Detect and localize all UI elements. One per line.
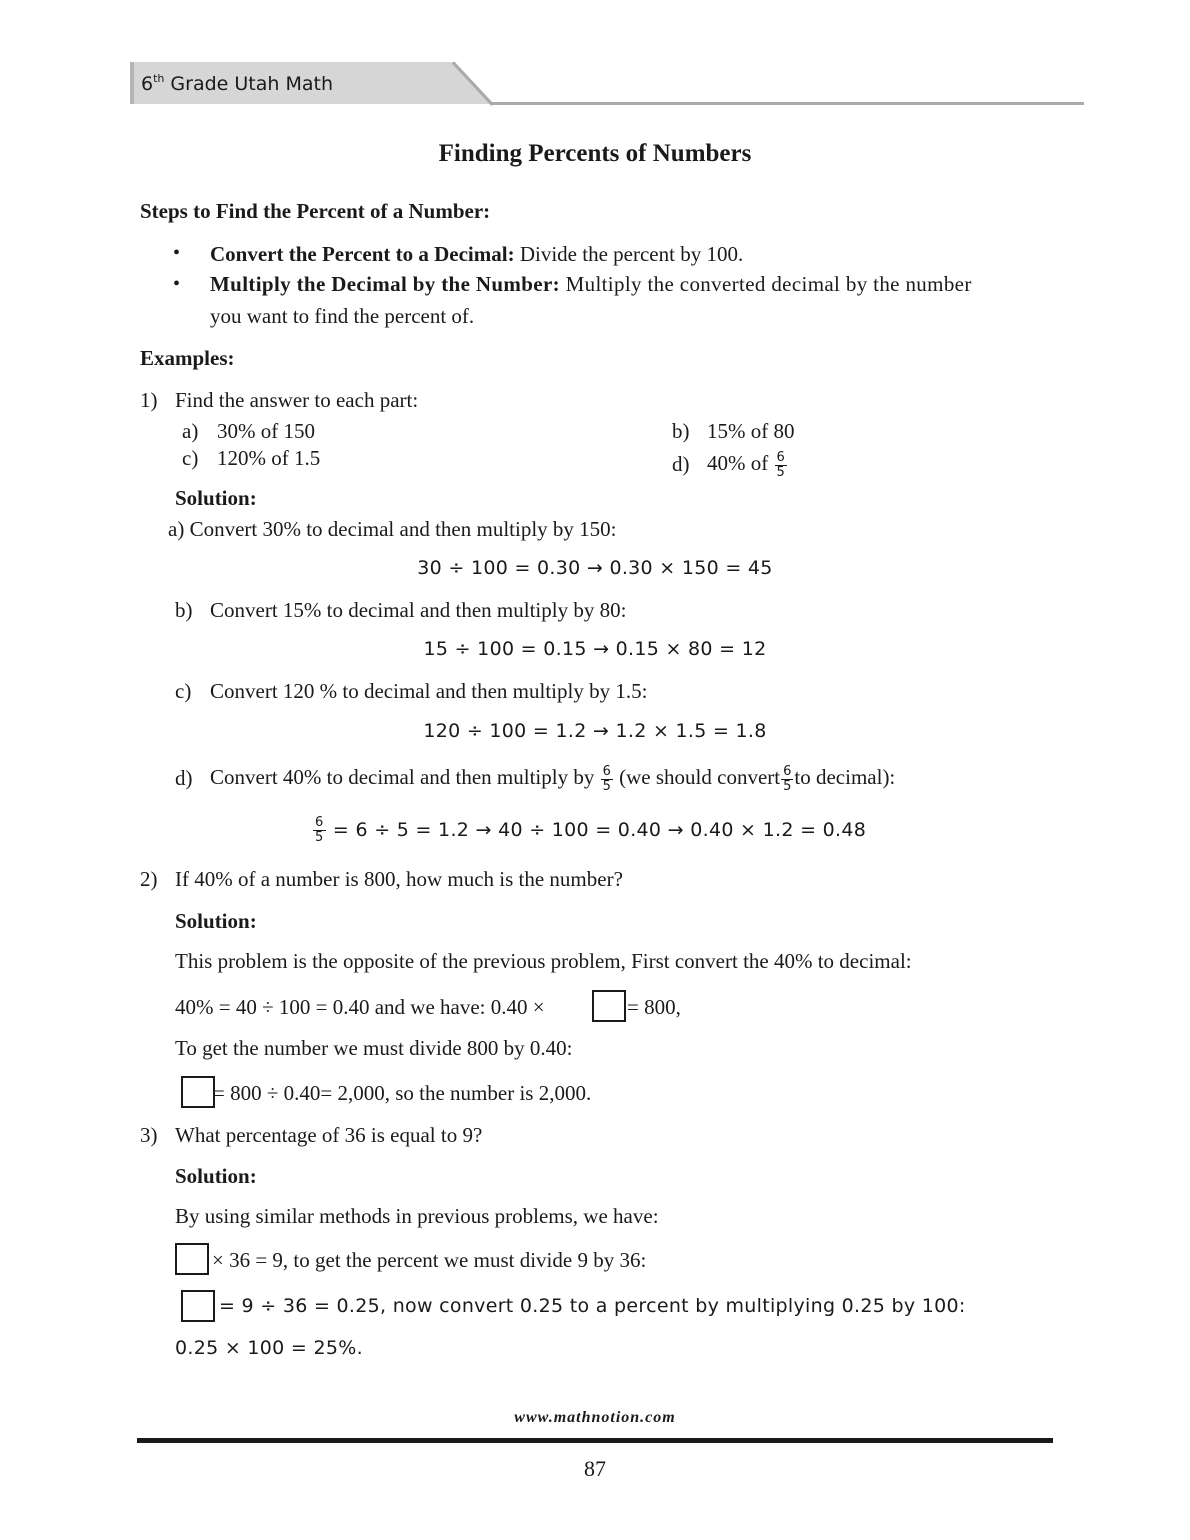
- solution-line: = 9 ÷ 36 = 0.25, now convert 0.25 to a percent by multiplying 0.25 by 100:: [219, 1295, 966, 1317]
- footer-website: www.mathnotion.com: [514, 1409, 676, 1426]
- solution-line: × 36 = 9, to get the percent we must divide 9 by 36:: [212, 1248, 647, 1272]
- book-title: 6th Grade Utah Math: [141, 72, 334, 95]
- bullet-dot: •: [173, 273, 181, 295]
- header-tab-edge: [130, 62, 134, 104]
- part-label: d): [672, 452, 690, 476]
- example-question: What percentage of 36 is equal to 9?: [175, 1123, 483, 1147]
- solution-line: By using similar methods in previous problems, we have:: [175, 1204, 659, 1228]
- solution-line: 0.25 × 100 = 25%.: [175, 1337, 363, 1359]
- fraction: $\frac{6}{5}$: [776, 449, 785, 480]
- solution-c-text: Convert 120 % to decimal and then multiply by 1.5:: [210, 679, 648, 703]
- solution-line: This problem is the opposite of the previous problem, First convert the 40% to decimal:: [175, 949, 912, 973]
- unknown-box: [175, 1243, 209, 1275]
- part-text: 15% of 80: [707, 419, 795, 443]
- solution-label-d: d): [175, 766, 193, 790]
- solution-line: = 800 ÷ 0.40= 2,000, so the number is 2,000.: [213, 1081, 592, 1105]
- solution-label: Solution:: [175, 909, 257, 933]
- solution-d-text: Convert 40% to decimal and then multiply by $\frac{6}{5}$ (we should convert $\frac{6}{5}$ to decimal):: [210, 763, 896, 794]
- step-2-continued: you want to find the percent of.: [210, 304, 475, 328]
- equation-d: $\frac{6}{5}$ = 6 ÷ 5 = 1.2 → 40 ÷ 100 = 0.40 → 0.40 × 1.2 = 0.48: [315, 815, 867, 845]
- solution-label-c: c): [175, 679, 192, 703]
- solution-label: Solution:: [175, 1164, 257, 1188]
- fraction: $\frac{6}{5}$: [315, 815, 324, 845]
- solution-line: = 800,: [627, 995, 681, 1019]
- solution-a-text: a) Convert 30% to decimal and then multiply by 150:: [168, 517, 617, 541]
- part-label: c): [182, 446, 199, 470]
- example-number: 2): [140, 867, 158, 891]
- equation-b: 15 ÷ 100 = 0.15 → 0.15 × 80 = 12: [423, 638, 767, 660]
- examples-heading: Examples:: [140, 346, 235, 370]
- example-number: 1): [140, 388, 158, 412]
- steps-heading: Steps to Find the Percent of a Number:: [140, 199, 491, 223]
- header-rule: [492, 102, 1084, 105]
- part-label: a): [182, 419, 199, 443]
- step-2: Multiply the Decimal by the Number: Multiply the converted decimal by the number: [210, 272, 972, 296]
- page-number: 87: [584, 1456, 606, 1481]
- example-number: 3): [140, 1123, 158, 1147]
- part-text: 30% of 150: [217, 419, 315, 443]
- solution-label-b: b): [175, 598, 193, 622]
- solution-line: To get the number we must divide 800 by 0.40:: [175, 1036, 573, 1060]
- part-text: 120% of 1.5: [217, 446, 321, 470]
- unknown-box: [181, 1290, 215, 1322]
- part-label: b): [672, 419, 690, 443]
- equation-c: 120 ÷ 100 = 1.2 → 1.2 × 1.5 = 1.8: [423, 720, 767, 742]
- fraction: $\frac{6}{5}$: [783, 763, 792, 794]
- footer-rule: [137, 1438, 1053, 1443]
- page-title: Finding Percents of Numbers: [438, 140, 752, 167]
- unknown-box: [592, 990, 626, 1022]
- example-question: If 40% of a number is 800, how much is the number?: [175, 867, 623, 891]
- part-text: 40% of $\frac{6}{5}$: [707, 449, 785, 480]
- solution-label: Solution:: [175, 486, 257, 510]
- example-question: Find the answer to each part:: [175, 388, 419, 412]
- bullet-dot: •: [173, 242, 181, 264]
- fraction: $\frac{6}{5}$: [602, 763, 611, 794]
- unknown-box: [181, 1076, 215, 1108]
- equation-a: 30 ÷ 100 = 0.30 → 0.30 × 150 = 45: [417, 557, 773, 579]
- solution-line: 40% = 40 ÷ 100 = 0.40 and we have: 0.40 ×: [175, 995, 545, 1019]
- step-1: Convert the Percent to a Decimal: Divide the percent by 100.: [210, 242, 744, 266]
- solution-b-text: Convert 15% to decimal and then multiply by 80:: [210, 598, 627, 622]
